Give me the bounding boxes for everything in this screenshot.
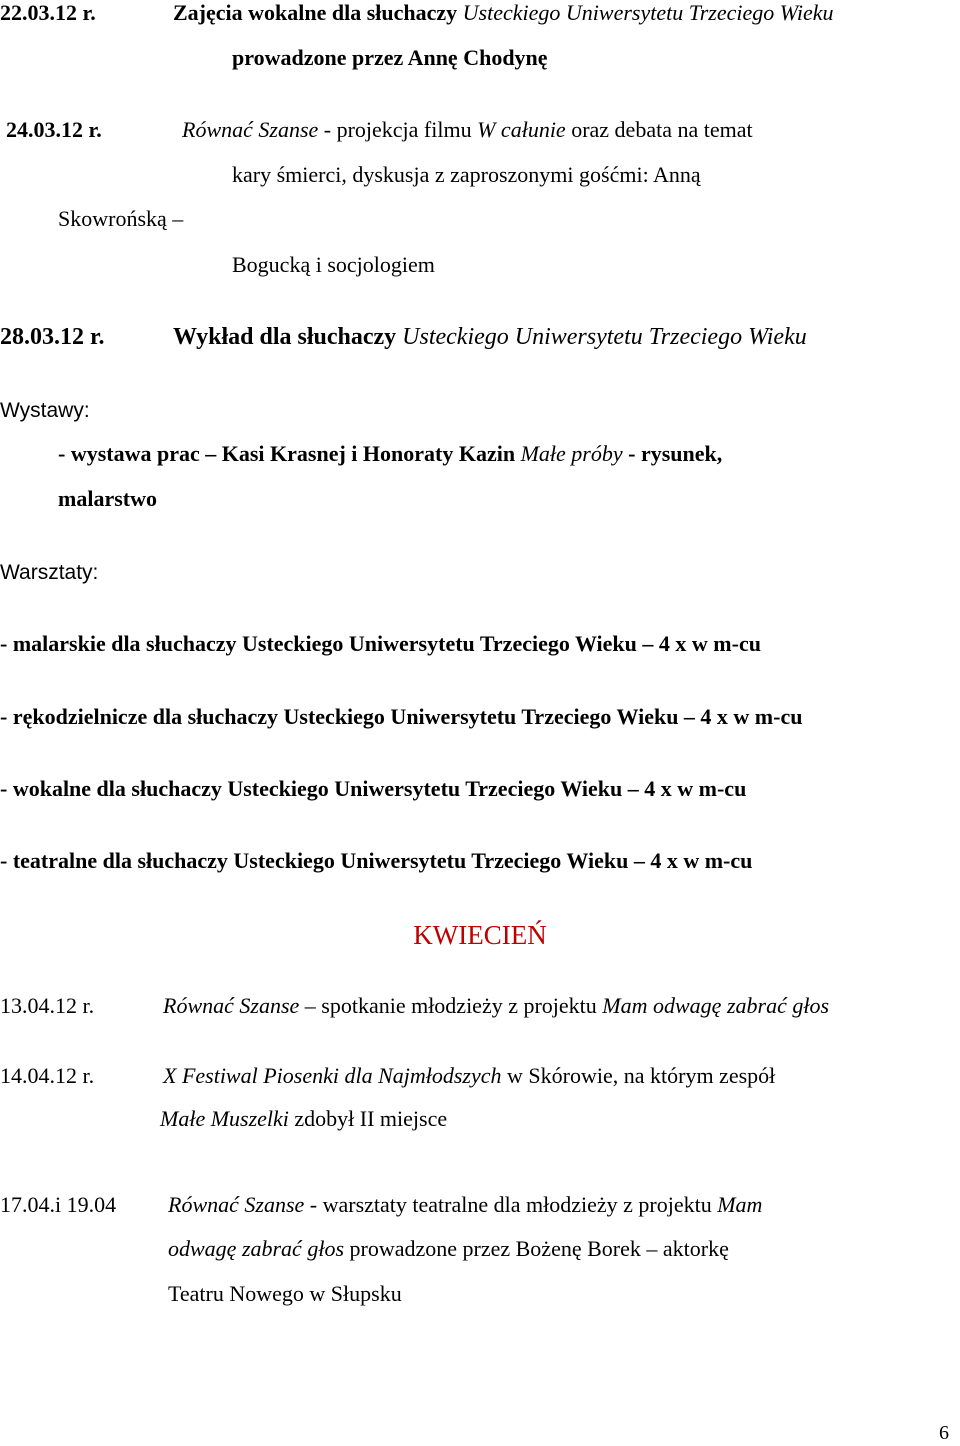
festival-title-italic: X Festiwal Piosenki dla Najmłodszych — [163, 1063, 502, 1088]
event-text: prowadzone przez Bożenę Borek – aktorkę — [344, 1236, 729, 1261]
event-line: kary śmierci, dyskusja z zaproszonymi gośćmi: Anną — [232, 162, 701, 187]
project-title-italic: Mam — [717, 1192, 763, 1217]
event-text: oraz debata na temat — [565, 117, 753, 142]
exhibition-item-cont: malarstwo — [58, 486, 157, 511]
event-line — [160, 1106, 447, 1132]
exhibition-item — [58, 441, 722, 467]
event-line — [173, 323, 807, 351]
event-line — [163, 1063, 775, 1089]
event-text: zdobył II miejsce — [288, 1106, 448, 1131]
event-text: Zajęcia wokalne dla słuchaczy — [173, 0, 463, 25]
workshop-item: - wokalne dla słuchaczy Usteckiego Uniwersytetu Trzeciego Wieku – 4 x w m-cu — [0, 776, 747, 801]
event-date: 17.04.i 19.04 — [0, 1192, 117, 1217]
event-line: Bogucką i socjologiem — [232, 252, 435, 277]
event-line — [163, 993, 829, 1019]
workshop-item: - teatralne dla słuchaczy Usteckiego Uniwersytetu Trzeciego Wieku – 4 x w m-cu — [0, 848, 753, 873]
event-date: 22.03.12 r. — [0, 0, 96, 25]
event-text: Wykład dla słuchaczy — [173, 324, 403, 350]
event-title-italic: Równać Szanse — [168, 1192, 305, 1217]
exhibition-text: - wystawa prac – Kasi Krasnej i Honoraty Kazin — [58, 441, 521, 466]
event-line: prowadzone przez Annę Chodynę — [232, 45, 548, 70]
band-name-italic: Małe Muszelki — [160, 1106, 289, 1131]
event-text-italic: Usteckiego Uniwersytetu Trzeciego Wieku — [462, 0, 834, 25]
event-date: 28.03.12 r. — [0, 324, 105, 350]
event-text: w Skórowie, na którym zespół — [501, 1063, 776, 1088]
event-line — [173, 0, 834, 26]
event-date: 13.04.12 r. — [0, 993, 95, 1018]
event-text-italic: Usteckiego Uniwersytetu Trzeciego Wieku — [402, 324, 807, 350]
page-number: 6 — [939, 1422, 949, 1444]
event-text: - projekcja filmu — [323, 117, 478, 142]
project-title-italic: odwagę zabrać głos — [168, 1236, 344, 1261]
event-line: Teatru Nowego w Słupsku — [168, 1281, 402, 1306]
event-line: Skowrońską – — [58, 206, 184, 231]
event-line — [168, 1236, 729, 1262]
event-date: 14.04.12 r. — [0, 1063, 95, 1088]
event-text: - warsztaty teatralne dla młodzieży z projektu — [304, 1192, 718, 1217]
exhibitions-heading: Wystawy: — [0, 399, 90, 422]
event-title-italic: Równać Szanse — [182, 117, 319, 142]
event-line — [168, 1192, 762, 1218]
exhibition-text: - rysunek, — [622, 441, 723, 466]
film-title-italic: W całunie — [477, 117, 566, 142]
month-heading: KWIECIEŃ — [413, 920, 547, 950]
exhibition-title-italic: Małe próby — [520, 441, 623, 466]
event-text: – spotkanie młodzieży z projektu — [299, 993, 603, 1018]
workshop-item: - malarskie dla słuchaczy Usteckiego Uniwersytetu Trzeciego Wieku – 4 x w m-cu — [0, 631, 761, 656]
workshops-heading: Warsztaty: — [0, 561, 99, 584]
workshop-item: - rękodzielnicze dla słuchaczy Usteckiego Uniwersytetu Trzeciego Wieku – 4 x w m-cu — [0, 704, 803, 729]
project-title-italic: Mam odwagę zabrać głos — [602, 993, 830, 1018]
event-line — [182, 117, 753, 143]
event-date: 24.03.12 r. — [6, 117, 102, 142]
event-title-italic: Równać Szanse — [163, 993, 300, 1018]
